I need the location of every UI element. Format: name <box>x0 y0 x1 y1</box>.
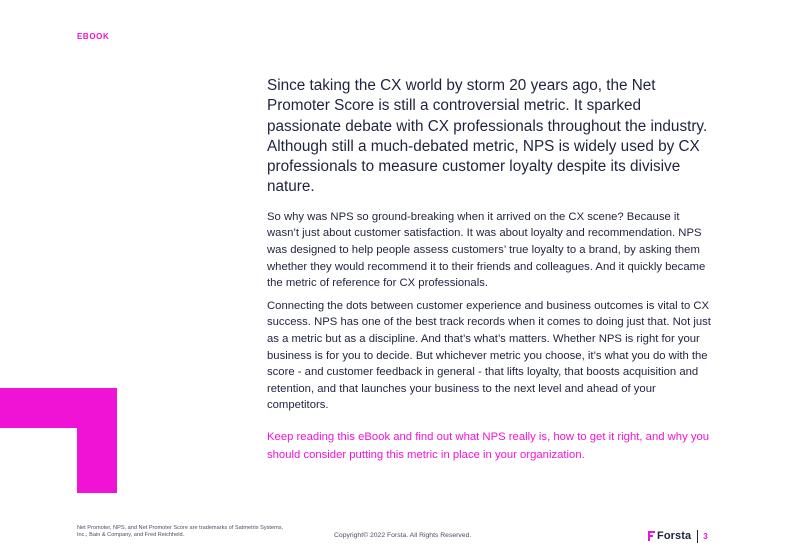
body-paragraph-1: So why was NPS so ground-breaking when it arrived on the CX scene? Because it wasn’t just about customer satisfaction. It was about loyalty and recommendation. NPS was designed to help people assess customers’ true loyalty to a brand, by asking them whether they would recommend it to their friends and colleagues. And it quickly became the metric of reference for CX professionals. <box>267 210 706 290</box>
section-label: EBOOK <box>77 32 110 41</box>
lead-paragraph: Since taking the CX world by storm 20 years ago, the Net Promoter Score is still a controversial metric. It sparked passionate debate with CX professionals throughout the industry. Although still a much-debated metric, NPS is widely used by CX professionals to measure customer loyalty despite its divisive nature. <box>267 77 708 196</box>
call-to-action: Keep reading this eBook and find out what NPS really is, how to get it right, and why you should consider putting this metric in place in your organization. <box>267 430 710 462</box>
body-paragraph-2: Connecting the dots between customer experience and business outcomes is vital to CX success. NPS has one of the best track records when it comes to doing just that. Not just as a metric but as a discipline. And that’s what’s matters. Whether NPS is right for your business is for you to decide. But whichever metric you choose, it’s what you do with the score - and customer feedback in general - that lifts loyalty, that boosts acquisition and retention, and that launches your business to the next level and ahead of your competitors. <box>267 299 711 412</box>
brand-footer <box>648 529 708 543</box>
page-number: 3 <box>703 531 708 541</box>
brand-name: Forsta <box>657 530 692 542</box>
copyright-notice: Copyright© 2022 Forsta. All Rights Reserved. <box>334 532 472 539</box>
brand-divider <box>697 530 698 543</box>
trademark-notice: Net Promoter, NPS, and Net Promoter Score are trademarks of Satmetrix Systems, Inc., Bain & Company, and Fred Reichheld. <box>77 525 284 538</box>
forsta-logo-icon <box>648 531 655 541</box>
main-content <box>267 76 713 465</box>
corner-decoration <box>0 388 117 493</box>
